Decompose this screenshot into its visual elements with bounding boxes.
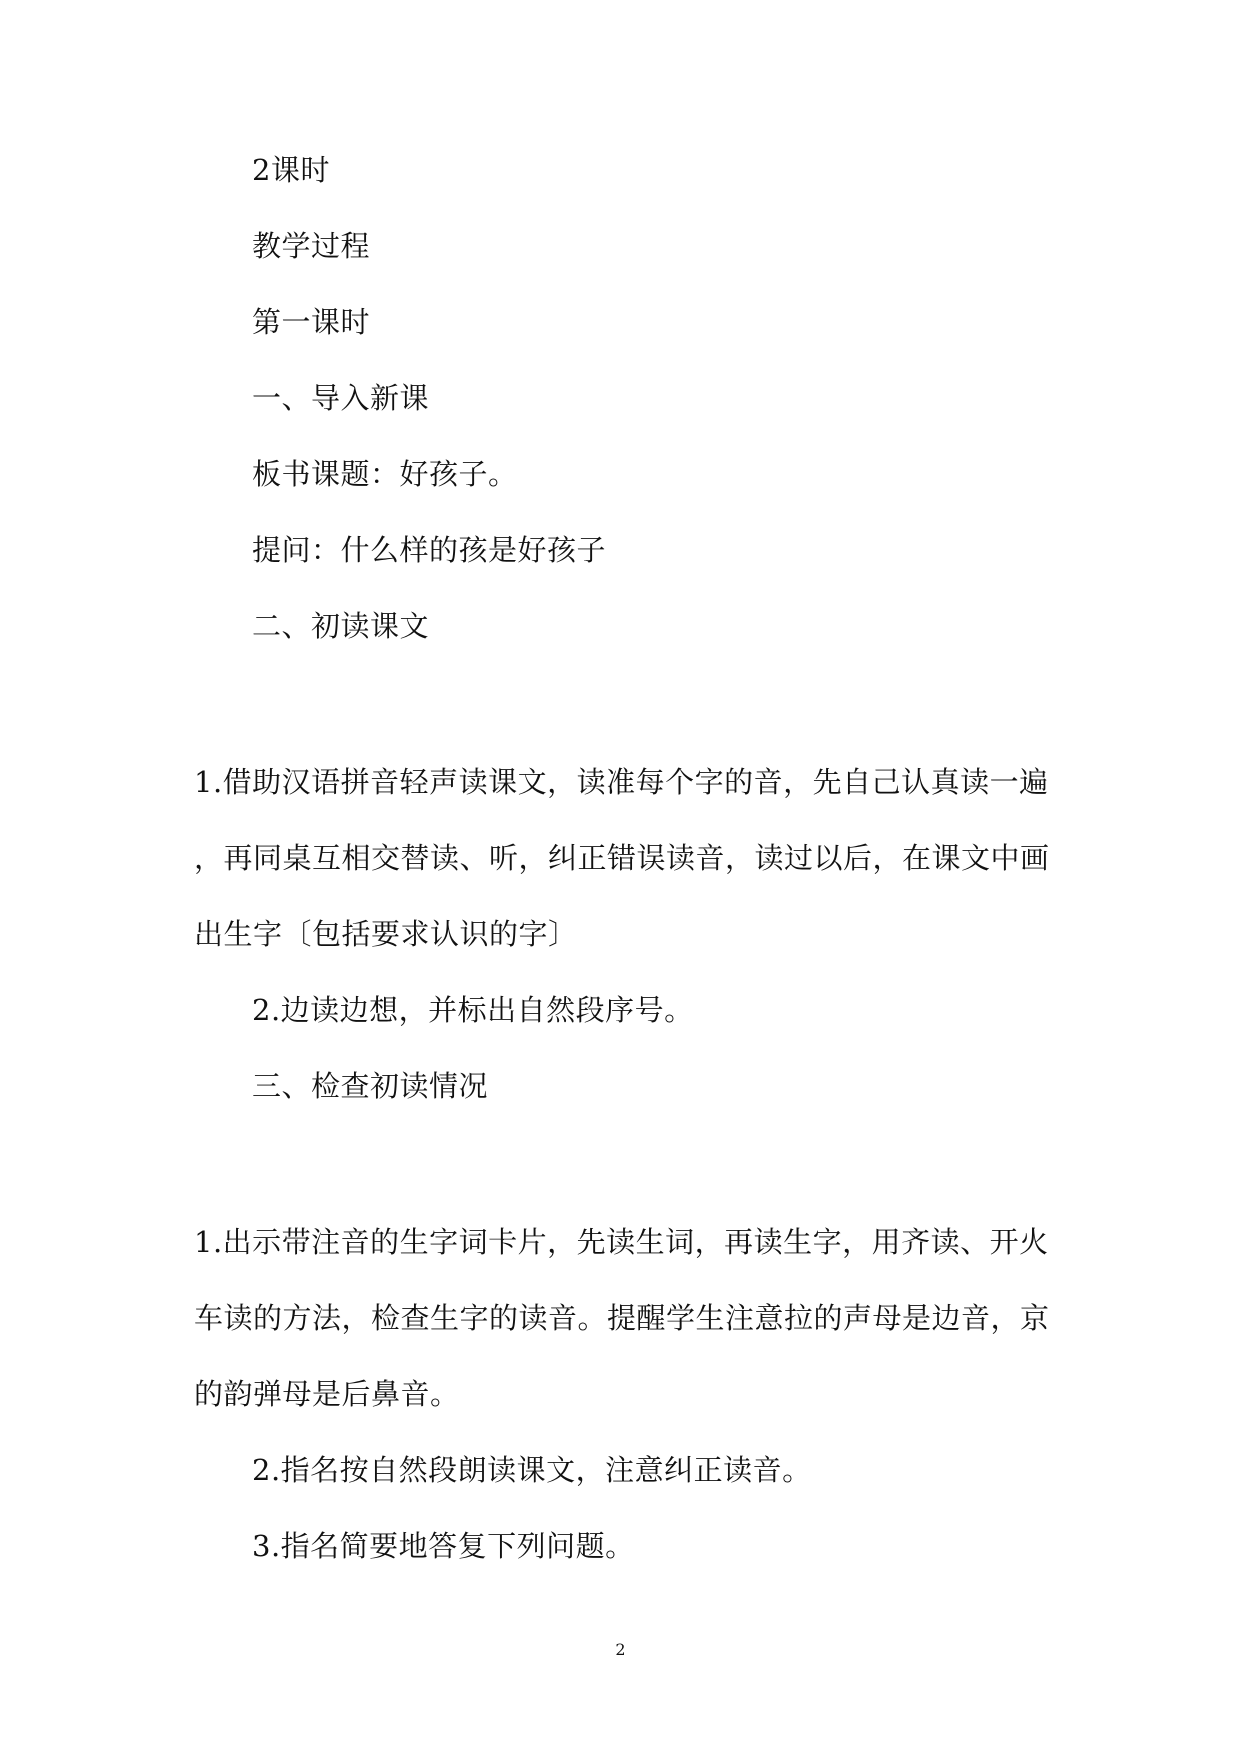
paragraph-line: 的韵弹母是后鼻音。	[194, 1377, 460, 1411]
paragraph-line: 2.边读边想，并标出自然段序号。	[252, 993, 694, 1027]
paragraph-line: 3.指名简要地答复下列问题。	[252, 1529, 635, 1563]
text-line-first-lesson: 第一课时	[252, 305, 371, 339]
paragraph-line: 2.指名按自然段朗读课文，注意纠正读音。	[252, 1453, 812, 1487]
paragraph-line: 车读的方法，检查生字的读音。提醒学生注意拉的声母是边音，京	[194, 1301, 1050, 1335]
paragraph-line: ，再同桌互相交替读、听，纠正错误读音，读过以后，在课文中画	[194, 841, 1050, 875]
text-line-question: 提问：什么样的孩是好孩子	[252, 533, 607, 567]
section-heading-check-reading: 三、检查初读情况	[252, 1069, 489, 1103]
text-line-board-title: 板书课题：好孩子。	[252, 457, 518, 491]
section-heading-first-reading: 二、初读课文	[252, 609, 430, 643]
paragraph-line: 出生字〔包括要求认识的字〕	[194, 917, 578, 951]
text-line-class-hours: 2课时	[252, 153, 330, 187]
paragraph-line: 1.出示带注音的生字词卡片，先读生词，再读生字，用齐读、开火	[194, 1225, 1049, 1259]
section-heading-intro: 一、导入新课	[252, 381, 430, 415]
text-line-teaching-process: 教学过程	[252, 229, 371, 263]
page-number: 2	[615, 1640, 626, 1659]
paragraph-line: 1.借助汉语拼音轻声读课文，读准每个字的音，先自己认真读一遍	[194, 765, 1049, 799]
